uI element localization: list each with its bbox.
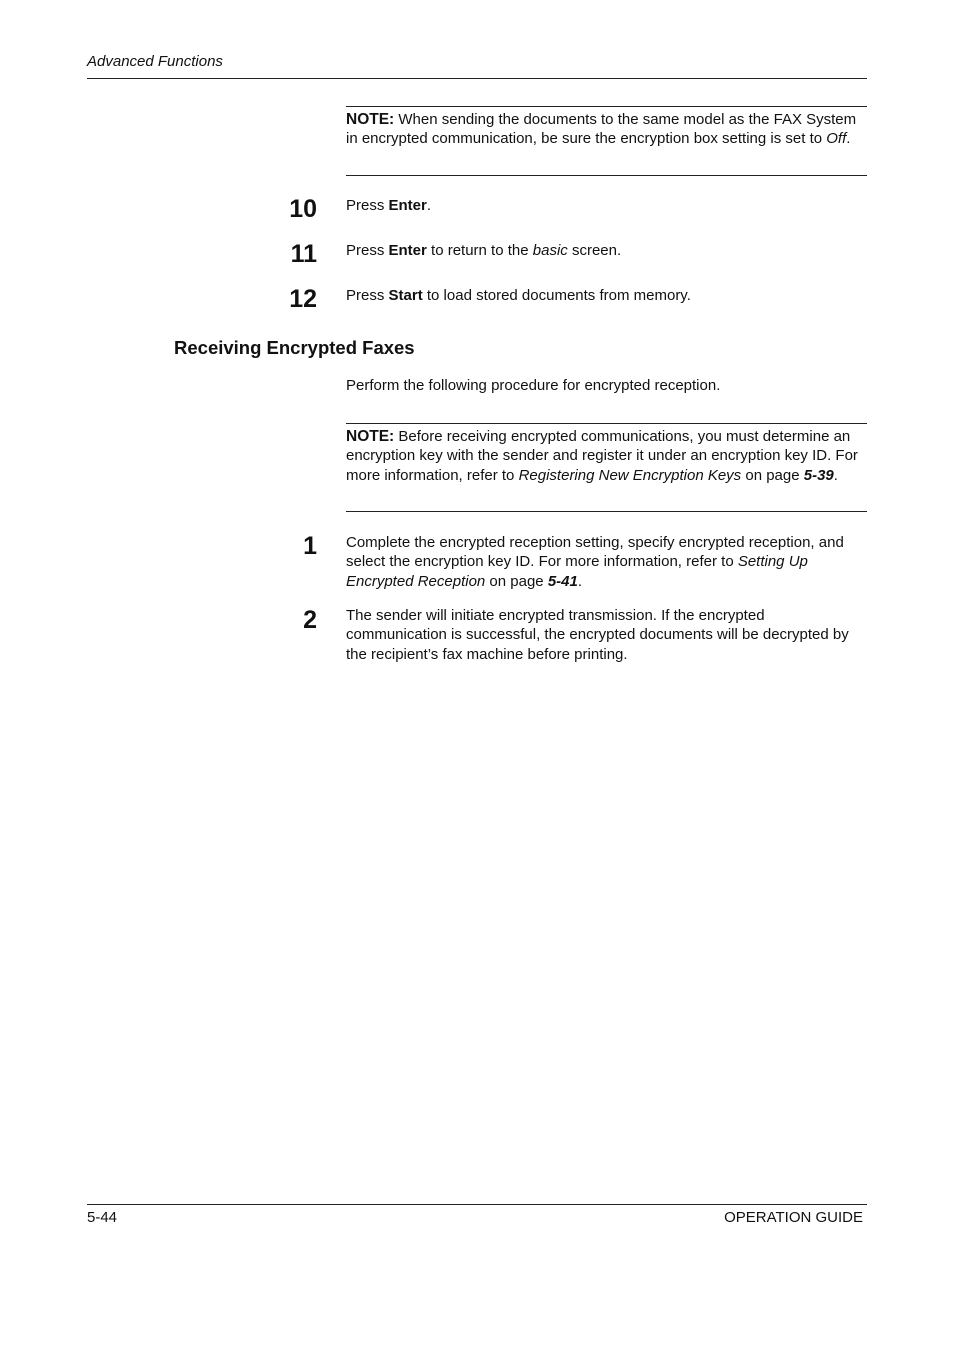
note1-text-a: When sending the documents to the same model as the FAX System in encrypted communication, be sure the encryption box setting is set to <box>346 111 857 148</box>
note1-bottom-rule <box>346 175 867 176</box>
note1 <box>346 110 867 149</box>
step-number-1: 1 <box>303 532 317 560</box>
note2-top-rule <box>346 423 867 424</box>
footer-rule <box>87 1204 867 1205</box>
step1-text-c: . <box>577 572 583 590</box>
note2-page-link[interactable]: 5-39 <box>803 466 834 484</box>
step1-page-link[interactable]: 5-41 <box>547 572 578 590</box>
step-number-12: 12 <box>289 285 317 313</box>
footer-guide-title: OPERATION GUIDE <box>724 1209 863 1226</box>
note2-text-a: Before receiving encrypted communications, you must determine an encryption key with the sender and register it under an encryption key ID. For more information, refer to <box>346 428 858 484</box>
section-intro: Perform the following procedure for encrypted reception. <box>346 377 721 394</box>
step-text-12 <box>346 286 867 305</box>
step11-text-part: screen. <box>567 242 622 259</box>
note1-off-value: Off <box>826 130 847 148</box>
step10-enter-key: Enter <box>388 197 427 214</box>
note2-reference-title: Registering New Encryption Keys <box>518 466 742 484</box>
note2-bottom-rule <box>346 511 867 512</box>
note1-top-rule <box>346 106 867 107</box>
note2-text-b: on page <box>741 466 804 484</box>
step-text-1 <box>346 533 867 591</box>
step-text-11 <box>346 241 867 260</box>
step11-enter-key: Enter <box>388 242 427 259</box>
note1-text-c: . <box>846 130 851 148</box>
note1-label: NOTE: <box>346 111 395 128</box>
step1-reference-title: Setting Up Encrypted Reception <box>346 553 808 590</box>
running-header: Advanced Functions <box>87 53 223 70</box>
header-rule <box>87 78 867 79</box>
step12-text-part: Press <box>346 287 389 304</box>
step-number-2: 2 <box>303 606 317 634</box>
step1-text-b: on page <box>485 572 548 590</box>
step-number-11: 11 <box>290 240 317 268</box>
note2-label: NOTE: <box>346 428 395 445</box>
step-number-10: 10 <box>289 195 317 223</box>
step-text-10 <box>346 196 867 215</box>
step-text-2: The sender will initiate encrypted transmission. If the encrypted communication is successful, the encrypted documents will be decrypted by the recipient’s fax machine before printing. <box>346 607 849 663</box>
note2 <box>346 427 867 485</box>
section-heading: Receiving Encrypted Faxes <box>174 337 415 358</box>
footer-page-number: 5-44 <box>87 1209 118 1226</box>
step1-text-a: Complete the encrypted reception setting, specify encrypted reception, and select the encryption key ID. For more information, refer to <box>346 534 844 571</box>
step10-text-part: Press <box>346 197 389 214</box>
note2-text-c: . <box>833 466 838 484</box>
step10-text-part: . <box>426 197 432 214</box>
step12-text-part: to load stored documents from memory. <box>422 287 691 304</box>
step12-start-key: Start <box>388 287 423 304</box>
step11-text-part: Press <box>346 242 389 259</box>
step11-basic-screen: basic <box>532 242 568 259</box>
step11-text-part: to return to the <box>426 242 533 259</box>
